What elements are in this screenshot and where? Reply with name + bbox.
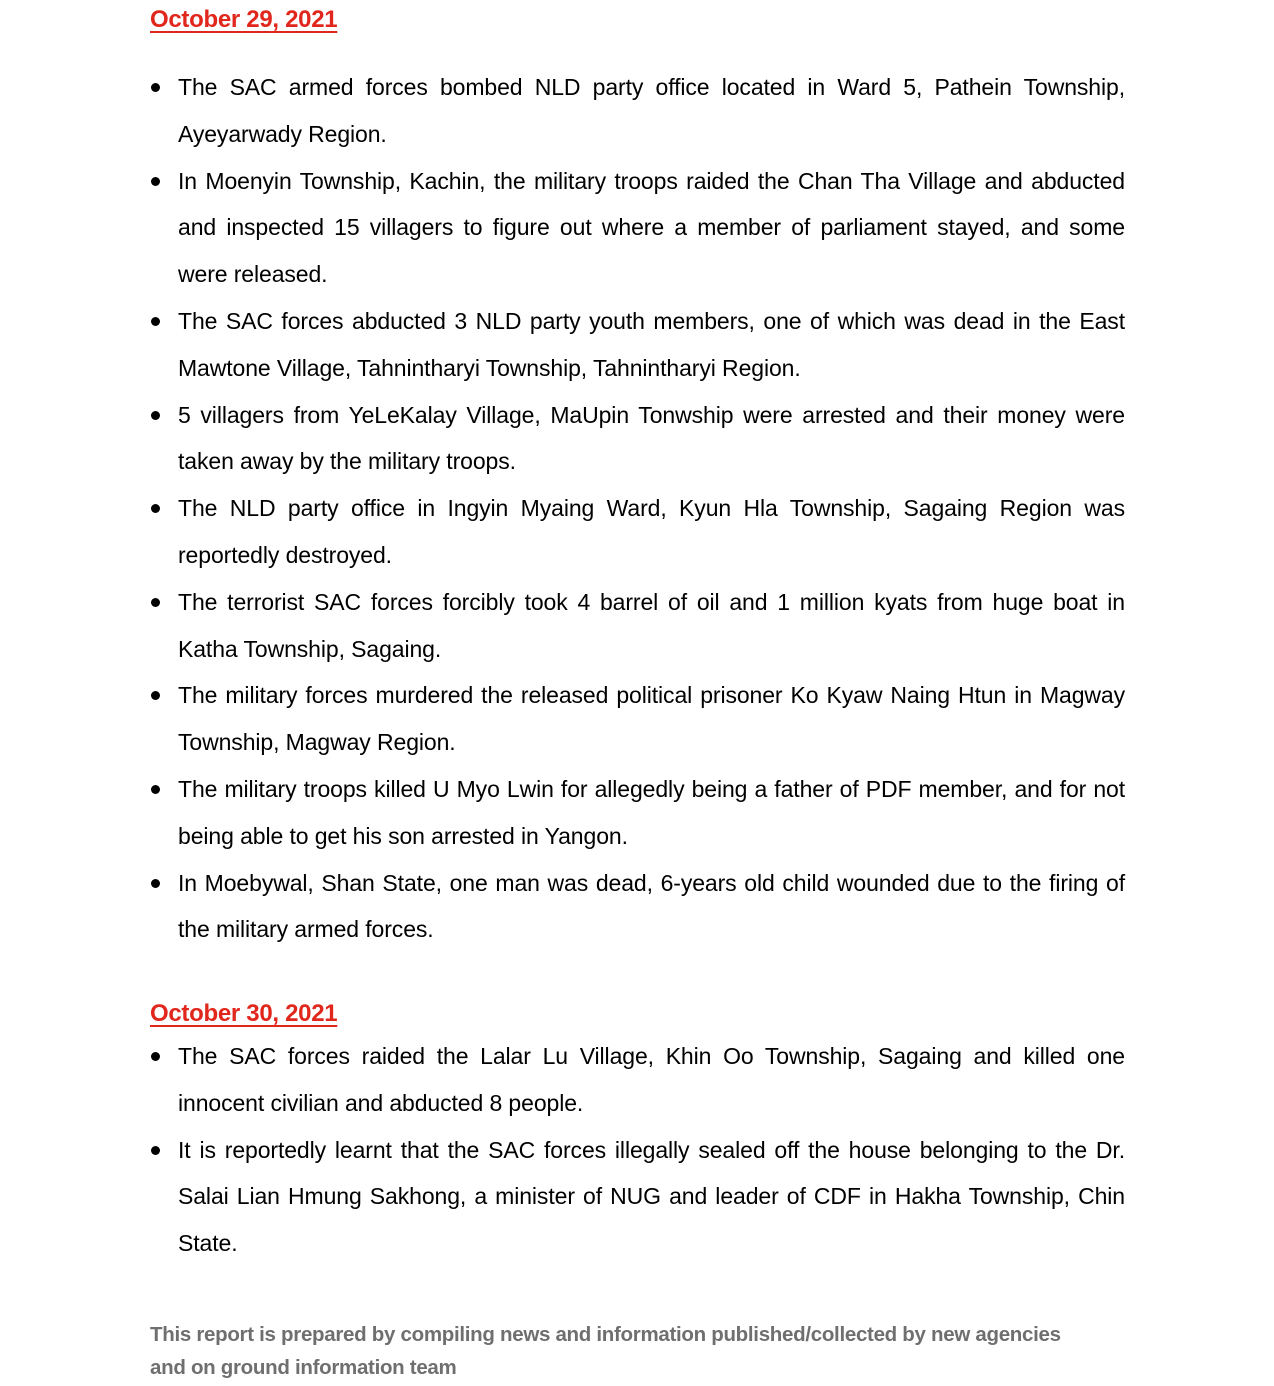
bullet-icon: [151, 1052, 160, 1061]
event-text: In Moenyin Township, Kachin, the military troops raided the Chan Tha Village and abducted and inspected 15 villagers to figure out where a member of parliament stayed, and some were released.: [178, 167, 1125, 288]
event-text: The SAC forces raided the Lalar Lu Village, Khin Oo Township, Sagaing and killed one innocent civilian and abducted 8 people.: [178, 1043, 1125, 1116]
list-item: [150, 1033, 1125, 1127]
event-list: [150, 64, 1125, 953]
event-text: In Moebywal, Shan State, one man was dead, 6-years old child wounded due to the firing of the military armed forces.: [178, 869, 1125, 943]
event-text: It is reportedly learnt that the SAC forces illegally sealed off the house belonging to the Dr. Salai Lian Hmung Sakhong, a minister of NUG and leader of CDF in Hakha Township, Chin State.: [178, 1136, 1125, 1257]
bullet-icon: [151, 1146, 160, 1155]
event-text: The military forces murdered the released political prisoner Ko Kyaw Naing Htun in Magway Township, Magway Region.: [178, 682, 1125, 756]
date-heading: October 29, 2021: [150, 6, 338, 33]
bullet-icon: [151, 504, 160, 513]
list-item: [150, 1127, 1125, 1267]
bullet-icon: [151, 691, 160, 700]
event-text: The SAC armed forces bombed NLD party office located in Ward 5, Pathein Township, Ayeyarwady Region.: [178, 74, 1125, 147]
list-item: [150, 298, 1125, 392]
bullet-icon: [151, 411, 160, 420]
list-item: [150, 485, 1125, 579]
event-text: 5 villagers from YeLeKalay Village, MaUpin Tonwship were arrested and their money were taken away by the military troops.: [178, 401, 1125, 475]
list-item: [150, 579, 1125, 673]
event-text: The terrorist SAC forces forcibly took 4 barrel of oil and 1 million kyats from huge boat in Katha Township, Sagaing.: [178, 588, 1125, 662]
bullet-icon: [151, 177, 160, 186]
list-item: [150, 672, 1125, 766]
footer-note: This report is prepared by compiling news and information published/collected by new agencies and on ground information team: [150, 1323, 1061, 1379]
event-text: The military troops killed U Myo Lwin for allegedly being a father of PDF member, and for not being able to get his son arrested in Yangon.: [178, 775, 1125, 849]
list-item: [150, 64, 1125, 158]
event-list: [150, 1033, 1125, 1267]
list-item: [150, 392, 1125, 486]
event-text: The NLD party office in Ingyin Myaing Ward, Kyun Hla Township, Sagaing Region was reportedly destroyed.: [178, 495, 1125, 568]
bullet-icon: [151, 785, 160, 794]
bullet-icon: [151, 83, 160, 92]
list-item: [150, 158, 1125, 298]
list-item: [150, 860, 1125, 954]
event-text: The SAC forces abducted 3 NLD party youth members, one of which was dead in the East Mawtone Village, Tahnintharyi Township, Tahnintharyi Region.: [178, 307, 1125, 381]
date-heading: October 30, 2021: [150, 1000, 338, 1027]
bullet-icon: [151, 317, 160, 326]
list-item: [150, 766, 1125, 860]
bullet-icon: [151, 598, 160, 607]
bullet-icon: [151, 879, 160, 888]
